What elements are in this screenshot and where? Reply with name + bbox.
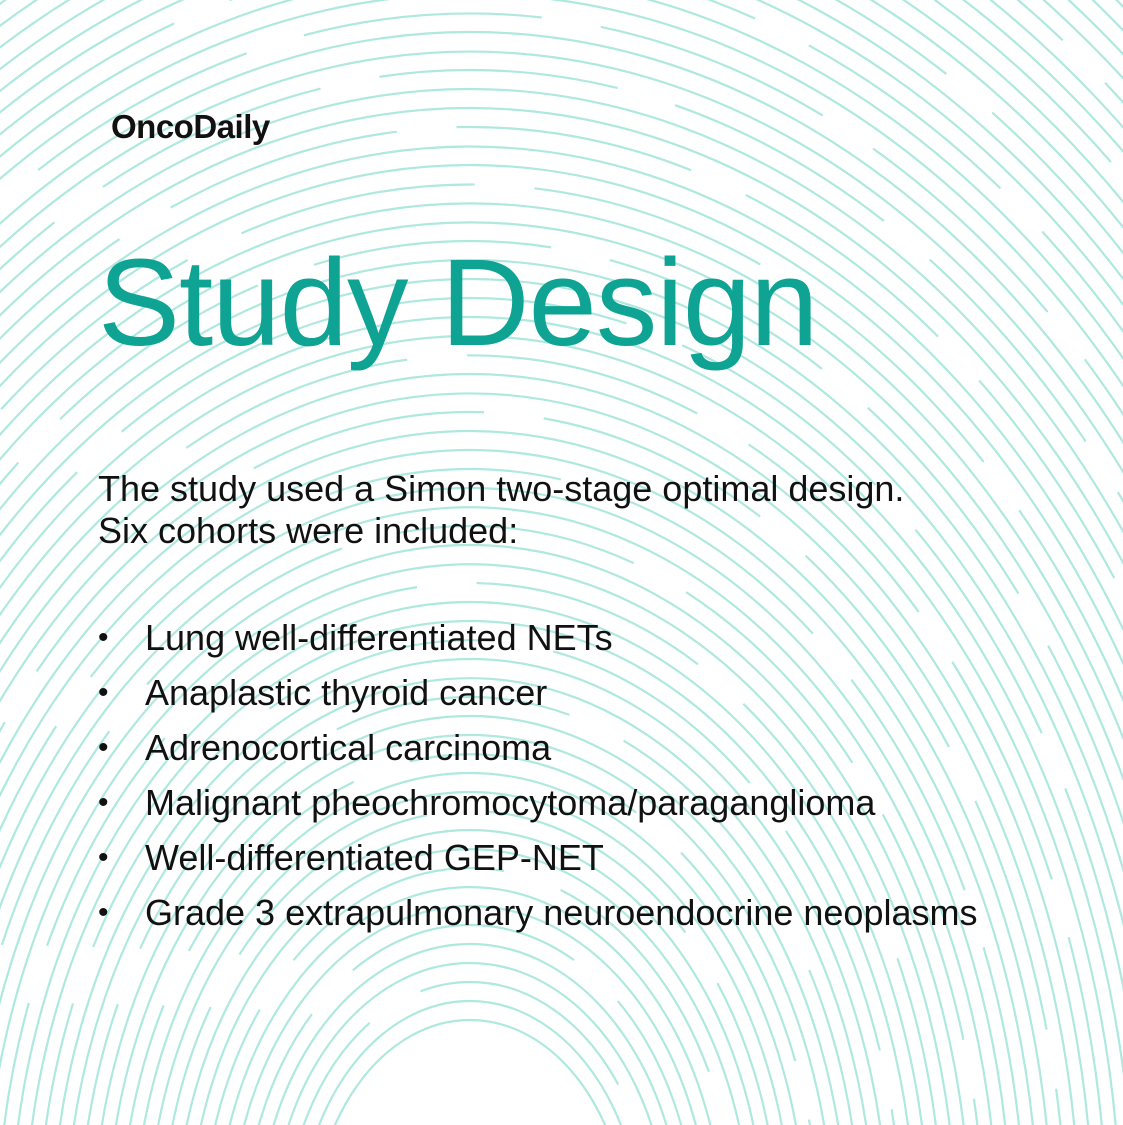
cohort-label: Adrenocortical carcinoma	[145, 727, 552, 768]
bullet-icon: •	[98, 676, 109, 709]
list-item	[98, 892, 1038, 933]
cohort-label: Malignant pheochromocytoma/paraganglioma	[145, 782, 876, 823]
cohort-label: Anaplastic thyroid cancer	[145, 672, 548, 713]
list-item	[98, 672, 1038, 713]
intro-line: The study used a Simon two-stage optimal design.	[98, 468, 905, 509]
cohort-label: Lung well-differentiated NETs	[145, 617, 613, 658]
list-item	[98, 727, 1038, 768]
page-title: Study Design	[98, 235, 818, 372]
bullet-icon: •	[98, 841, 109, 874]
bullet-icon: •	[98, 621, 109, 654]
cohort-label: Well-differentiated GEP-NET	[145, 837, 604, 878]
cohort-list	[98, 617, 1038, 947]
cohort-label: Grade 3 extrapulmonary neuroendocrine neoplasms	[145, 892, 978, 933]
list-item	[98, 782, 1038, 823]
bullet-icon: •	[98, 786, 109, 819]
list-item	[98, 617, 1038, 658]
intro-text	[98, 468, 1058, 552]
intro-line: Six cohorts were included:	[98, 510, 519, 551]
oncodaily-logo: OncoDaily	[111, 108, 270, 145]
bullet-icon: •	[98, 731, 109, 764]
bullet-icon: •	[98, 896, 109, 929]
list-item	[98, 837, 1038, 878]
